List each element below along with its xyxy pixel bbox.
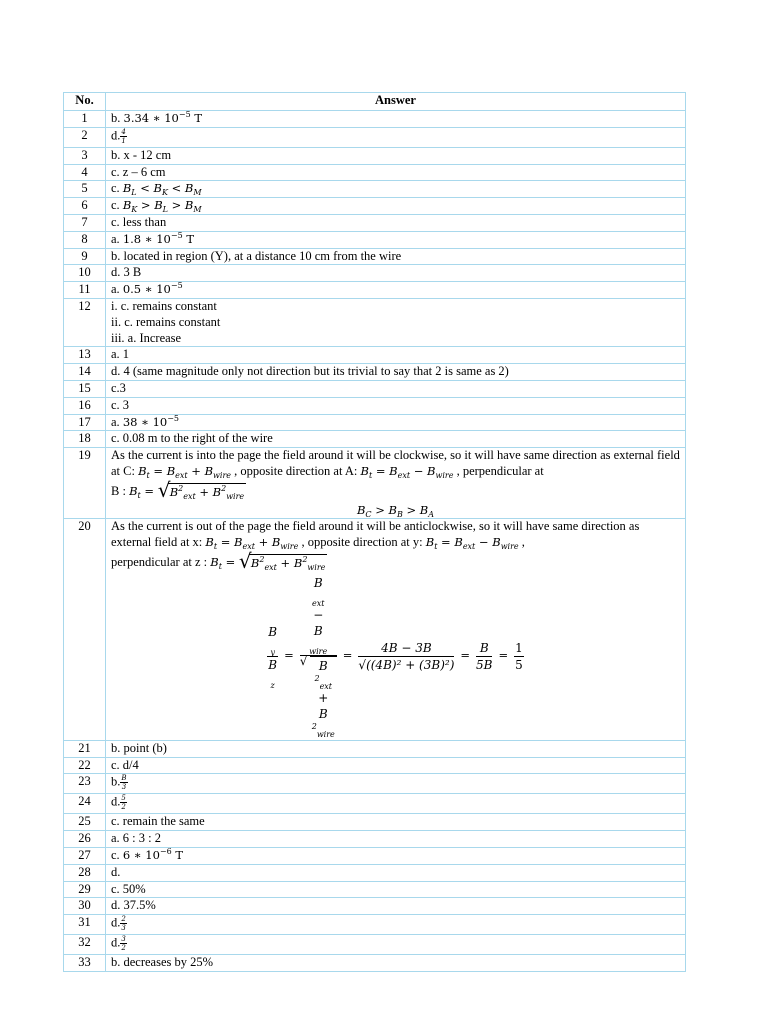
expr-unit: T — [190, 111, 202, 125]
row-number: 23 — [64, 774, 106, 794]
answer-cell: c. z – 6 cm — [106, 164, 686, 181]
answer-cell — [106, 448, 686, 519]
row-number: 17 — [64, 414, 106, 431]
row-number: 4 — [64, 164, 106, 181]
row-number: 19 — [64, 448, 106, 519]
answer-cell: a. 1 — [106, 347, 686, 364]
answer-label: a. — [111, 414, 120, 429]
header-answer: Answer — [106, 93, 686, 111]
table-row — [64, 298, 686, 346]
row-number: 15 — [64, 380, 106, 397]
row-number: 25 — [64, 814, 106, 831]
table-row — [64, 414, 686, 431]
row-number: 21 — [64, 740, 106, 757]
table-row — [64, 265, 686, 282]
table-row — [64, 282, 686, 299]
row-number: 2 — [64, 127, 106, 147]
row-number: 14 — [64, 364, 106, 381]
row-number: 8 — [64, 231, 106, 248]
answer-label: a. — [111, 282, 120, 297]
table-row — [64, 431, 686, 448]
row-number: 3 — [64, 147, 106, 164]
answer-line: iii. a. Increase — [111, 330, 182, 345]
table-row — [64, 814, 686, 831]
answer-label: d. — [111, 915, 121, 930]
row-number: 27 — [64, 847, 106, 864]
table-row — [64, 214, 686, 231]
row-number: 26 — [64, 831, 106, 848]
row-number: 11 — [64, 282, 106, 299]
answer-expression: 6 ∗ $10^{-6}$ T — [122, 846, 184, 862]
table-row — [64, 127, 686, 147]
table-row — [64, 181, 686, 198]
answer-cell: c. 3 — [106, 397, 686, 414]
fraction: $\frac{3}{2}$ — [121, 935, 126, 953]
fraction: $\frac{5}{2}$ — [121, 794, 126, 812]
answer-expression — [124, 111, 203, 125]
fraction — [120, 128, 126, 145]
row-number: 18 — [64, 431, 106, 448]
answer-label: c. — [111, 181, 120, 196]
answer-label: d. — [111, 794, 121, 809]
explanation-text: As the current is into the page the field around it will be clockwise, so it will have same direction as external field at C: $B_t = B_{ext} + B_{wire}$ , opposite direction at A: $B_t = B_{ext} - B_{wire}$ , perpendicular at — [111, 448, 680, 480]
result-inequality: $B_C > B_B > B_A$ — [356, 502, 435, 519]
answer-cell: d. 37.5% — [106, 898, 686, 915]
fraction-denominator: 1 — [121, 136, 126, 145]
table-row — [64, 164, 686, 181]
answer-label: c. — [111, 847, 120, 862]
explanation-text: perpendicular at z : $B_t$ = √ $B^2_{ext} + B^2_{wire}$ — [111, 548, 326, 573]
row-number: 16 — [64, 397, 106, 414]
inequality: $B_L < B_K < B_M$ — [122, 181, 202, 198]
table-row — [64, 757, 686, 774]
answer-cell — [106, 111, 686, 128]
answer-cell — [106, 935, 686, 955]
answer-cell: b. point (b) — [106, 740, 686, 757]
table-row — [64, 774, 686, 794]
answer-label: d. — [111, 935, 121, 950]
answer-expression: 38 ∗ $10^{-5}$ — [122, 413, 180, 429]
answer-label: a. — [111, 231, 120, 246]
row-number: 24 — [64, 794, 106, 814]
row-number: 12 — [64, 298, 106, 346]
table-row — [64, 380, 686, 397]
answer-cell — [106, 794, 686, 814]
fraction: $\frac{2}{3}$ — [121, 915, 126, 933]
explanation-text: As the current is out of the page the field around it will be anticlockwise, so it will have same direction as external field at x: $B_t = B_{ext} + B_{wire}$ , opposite direction at y: $B_t = B_{ext} - B_{wire}$ , — [111, 519, 640, 552]
row-number: 1 — [64, 111, 106, 128]
answer-cell — [106, 231, 686, 248]
table-row — [64, 448, 686, 519]
table-row — [64, 364, 686, 381]
row-number: 33 — [64, 955, 106, 972]
answer-cell — [106, 298, 686, 346]
table-row — [64, 397, 686, 414]
fraction: $\frac{B}{3}$ — [121, 774, 127, 792]
row-number: 20 — [64, 519, 106, 740]
answer-cell: c. d/4 — [106, 757, 686, 774]
answer-cell — [106, 414, 686, 431]
answer-expression: 1.8 ∗ $10^{-5}$ T — [122, 230, 194, 246]
answer-cell: b. x - 12 cm — [106, 147, 686, 164]
answer-cell — [106, 847, 686, 864]
expr-exponent: −5 — [178, 110, 191, 119]
answer-cell: c.3 — [106, 380, 686, 397]
table-row — [64, 794, 686, 814]
square-root: √ $B^2_{ext} + B^2_{wire}$ — [157, 477, 245, 502]
table-row — [64, 231, 686, 248]
answer-cell — [106, 181, 686, 198]
expr-base: 3.34 ∗ 10 — [123, 111, 179, 125]
answer-cell — [106, 774, 686, 794]
answer-cell: b. decreases by 25% — [106, 955, 686, 972]
table-row — [64, 881, 686, 898]
answer-cell: b. located in region (Y), at a distance 10 cm from the wire — [106, 248, 686, 265]
answer-cell — [106, 198, 686, 215]
table-row — [64, 898, 686, 915]
answer-expression: 0.5 ∗ $10^{-5}$ — [122, 281, 183, 297]
table-row — [64, 519, 686, 740]
table-header-row — [64, 93, 686, 111]
header-no: No. — [64, 93, 106, 111]
answer-cell: c. 50% — [106, 881, 686, 898]
square-root: √ $B^2_{ext} + B^2_{wire}$ — [238, 548, 326, 573]
row-number: 13 — [64, 347, 106, 364]
answer-cell: a. 6 : 3 : 2 — [106, 831, 686, 848]
answer-line: ii. c. remains constant — [111, 314, 221, 329]
table-row — [64, 831, 686, 848]
table-row — [64, 111, 686, 128]
answer-label: b. — [111, 111, 121, 125]
row-number: 28 — [64, 864, 106, 881]
table-row — [64, 248, 686, 265]
row-number: 10 — [64, 265, 106, 282]
answer-cell: d. 3 B — [106, 265, 686, 282]
table-row — [64, 147, 686, 164]
table-row — [64, 935, 686, 955]
answer-line: i. c. remains constant — [111, 298, 217, 313]
explanation-text: B : $B_t$ = √ $B^2_{ext} + B^2_{wire}$ — [111, 477, 245, 502]
row-number: 7 — [64, 214, 106, 231]
row-number: 30 — [64, 898, 106, 915]
answer-cell — [106, 127, 686, 147]
row-number: 31 — [64, 915, 106, 935]
inequality: $B_K > B_L > B_M$ — [122, 198, 202, 215]
answer-table — [63, 92, 686, 972]
answer-cell — [106, 915, 686, 935]
row-number: 9 — [64, 248, 106, 265]
row-number: 6 — [64, 198, 106, 215]
answer-sheet — [63, 92, 686, 972]
table-row — [64, 198, 686, 215]
answer-label: d. — [111, 128, 121, 143]
row-number: 32 — [64, 935, 106, 955]
row-number: 29 — [64, 881, 106, 898]
row-number: 22 — [64, 757, 106, 774]
answer-cell: c. 0.08 m to the right of the wire — [106, 431, 686, 448]
answer-cell — [106, 519, 686, 740]
ratio-equation: B $_y$ B $_z$ = B $_{ext}$ − B $_{wire}$ √ B $^2_{ext}$ + B $^2_{wire}$ = $\frac{4B - 3B}{\text{√((4B)² + (3B)²)}}$ = $\frac{B}{5B}$ = $\frac{1}{5}$ — [268, 575, 523, 739]
answer-cell: d. 4 (same magnitude only not direction but its trivial to say that 2 is same as 2) — [106, 364, 686, 381]
table-row — [64, 864, 686, 881]
answer-cell: d. — [106, 864, 686, 881]
table-row — [64, 847, 686, 864]
answer-cell: c. remain the same — [106, 814, 686, 831]
answer-label: c. — [111, 198, 120, 213]
answer-cell — [106, 282, 686, 299]
row-number: 5 — [64, 181, 106, 198]
table-row — [64, 915, 686, 935]
answer-label: b. — [111, 774, 121, 789]
table-row — [64, 740, 686, 757]
fraction-numerator: 4 — [121, 127, 126, 136]
table-row — [64, 347, 686, 364]
table-row — [64, 955, 686, 972]
answer-cell: c. less than — [106, 214, 686, 231]
